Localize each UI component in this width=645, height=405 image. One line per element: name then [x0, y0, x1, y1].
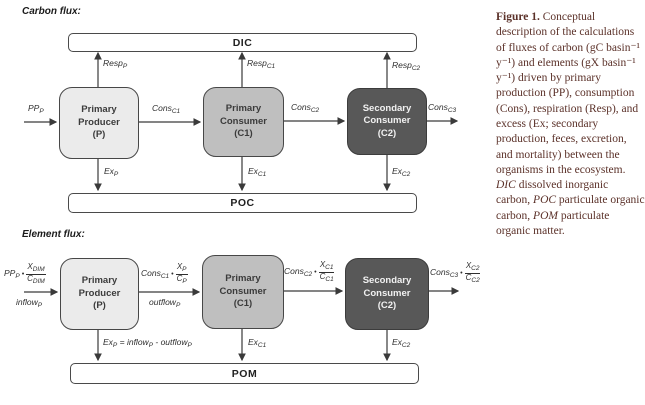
- carbon-primary-producer-box: [59, 87, 139, 159]
- ex-p-flux-label: $Ex_P$: [104, 166, 119, 178]
- cons-c2-ratio-expression: Cons$_{C2}$ • $\frac{X_{C1}}{C_{C1}}$: [284, 260, 334, 283]
- box-label-line: Consumer: [219, 285, 267, 297]
- box-label-line: Primary: [81, 275, 118, 287]
- cons-c2-flux-label: Cons$_{C2}$: [291, 102, 320, 114]
- box-label-line: Secondary: [362, 275, 412, 287]
- cons-c3-ratio-expression: Cons$_{C3}$ • $\frac{X_{C2}}{C_{C2}}$: [430, 261, 480, 284]
- pom-pool-label: POM: [231, 367, 258, 380]
- caption-text-3: particulate organic carbon,: [496, 194, 645, 222]
- pp-flux-label: $PP_P$: [28, 103, 44, 115]
- c1-ratio-fraction: $\frac{X_{C1}}{C_{C1}}$: [319, 260, 334, 283]
- box-label-line: Secondary: [362, 102, 412, 114]
- caption-poc-term: POC: [533, 194, 557, 207]
- figure-caption: [496, 10, 645, 239]
- cons-c1-flux-label: Cons$_{C1}$: [152, 103, 181, 115]
- carbon-secondary-consumer-box: [347, 88, 427, 155]
- box-label-line: Consumer: [363, 287, 411, 299]
- dim-ratio-fraction: $\frac{X_{DIM}}{C_{DIM}}$: [27, 262, 45, 285]
- box-label-line: (P): [93, 300, 106, 312]
- ex-c2-flux-label: $Ex_{C2}$: [392, 166, 411, 178]
- resp-c2-flux-label: Resp$_{C2}$: [392, 60, 421, 72]
- ex-p-equation-label: $Ex_P$ = inflow$_P$ - outflow$_P$: [103, 337, 192, 349]
- dot-operator: •: [21, 270, 25, 278]
- resp-p-flux-label: Resp$_P$: [103, 58, 128, 70]
- p-ratio-fraction: $\frac{X_P}{C_P}$: [176, 262, 187, 285]
- pom-pool-bar: [70, 363, 419, 384]
- box-label-line: (C2): [377, 300, 397, 312]
- dot-operator: •: [171, 270, 174, 278]
- caption-dic-term: DIC: [496, 179, 516, 192]
- cons-c3-flux-label: Cons$_{C3}$: [428, 102, 457, 114]
- cons-c1-ratio-expression: Cons$_{C1}$ • $\frac{X_P}{C_P}$: [141, 262, 187, 285]
- element-secondary-consumer-box: [345, 258, 429, 330]
- box-label-line: Consumer: [363, 115, 411, 127]
- carbon-primary-consumer-box: [203, 87, 284, 157]
- inflow-label: inflow$_P$: [16, 297, 43, 309]
- figure-caption-number: Figure 1.: [496, 11, 540, 23]
- dic-pool-label: DIC: [232, 36, 253, 49]
- dot-operator: •: [314, 268, 317, 276]
- box-label-line: (C1): [233, 298, 253, 310]
- ex-c2-elem-label: $Ex_{C2}$: [392, 337, 411, 349]
- pp-ratio-expression: $PP_P$ • $\frac{X_{DIM}}{C_{DIM}}$: [4, 262, 45, 285]
- caption-pom-term: POM: [533, 209, 558, 222]
- ex-c1-flux-label: $Ex_{C1}$: [248, 166, 267, 178]
- dic-pool-bar: [68, 33, 417, 52]
- box-label-line: Producer: [78, 116, 120, 128]
- box-label-line: Consumer: [220, 115, 267, 127]
- box-label-line: (P): [92, 129, 106, 141]
- c2-ratio-fraction: $\frac{X_{C2}}{C_{C2}}$: [465, 261, 480, 284]
- box-label-line: Primary: [225, 103, 262, 115]
- box-label-line: (C2): [377, 127, 397, 139]
- caption-text-2: dissolved inorganic carbon,: [496, 179, 609, 207]
- carbon-flux-section-label: Carbon flux:: [22, 6, 81, 17]
- box-label-line: (C1): [234, 128, 253, 140]
- element-flux-section-label: Element flux:: [22, 229, 85, 240]
- ex-c1-elem-label: $Ex_{C1}$: [248, 337, 267, 349]
- element-primary-producer-box: [60, 258, 139, 330]
- poc-pool-label: POC: [230, 197, 255, 209]
- box-label-line: Primary: [81, 104, 117, 116]
- poc-pool-bar: [68, 193, 417, 213]
- box-label-line: Primary: [225, 273, 261, 285]
- dot-operator: •: [460, 269, 463, 277]
- box-label-line: Producer: [78, 287, 121, 299]
- resp-c1-flux-label: Resp$_{C1}$: [247, 58, 276, 70]
- caption-text-4: particulate organic matter.: [496, 209, 610, 237]
- caption-text-1: Conceptual description of the calculations of fluxes of carbon (gC basin⁻¹ y⁻¹) and elements (gX basin⁻¹ y⁻¹) driven by primary production (PP), consumption (Cons), respiration (Resp), and excess (Ex; secondary production, feces, excretion, and mortality) between the organisms in the ecosystem.: [496, 11, 640, 176]
- outflow-label: outflow$_P$: [149, 297, 181, 309]
- element-primary-consumer-box: [202, 255, 284, 329]
